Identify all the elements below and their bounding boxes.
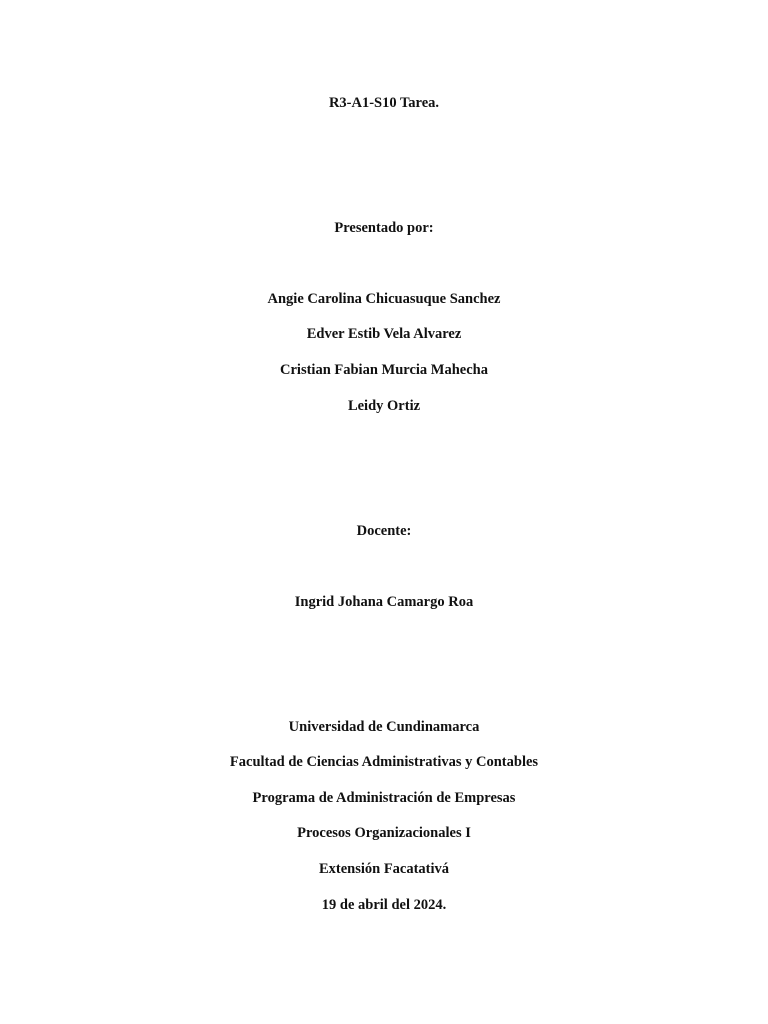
faculty-name: Facultad de Ciencias Administrativas y Contables [229,754,539,770]
author-name: Edver Estib Vela Alvarez [306,326,462,342]
teacher-name: Ingrid Johana Camargo Roa [294,594,474,610]
teacher-label: Docente: [356,523,412,539]
program-name: Programa de Administración de Empresas [252,790,516,806]
document-date: 19 de abril del 2024. [321,897,447,913]
university-name: Universidad de Cundinamarca [288,719,480,735]
author-name: Cristian Fabian Murcia Mahecha [280,362,488,378]
author-name: Angie Carolina Chicuasuque Sanchez [267,291,501,307]
presented-by-label: Presentado por: [334,220,434,236]
course-name: Procesos Organizacionales I [297,825,471,841]
campus-name: Extensión Facatativá [318,861,450,877]
author-name: Leidy Ortiz [347,398,421,414]
document-title: R3-A1-S10 Tarea. [328,95,440,111]
